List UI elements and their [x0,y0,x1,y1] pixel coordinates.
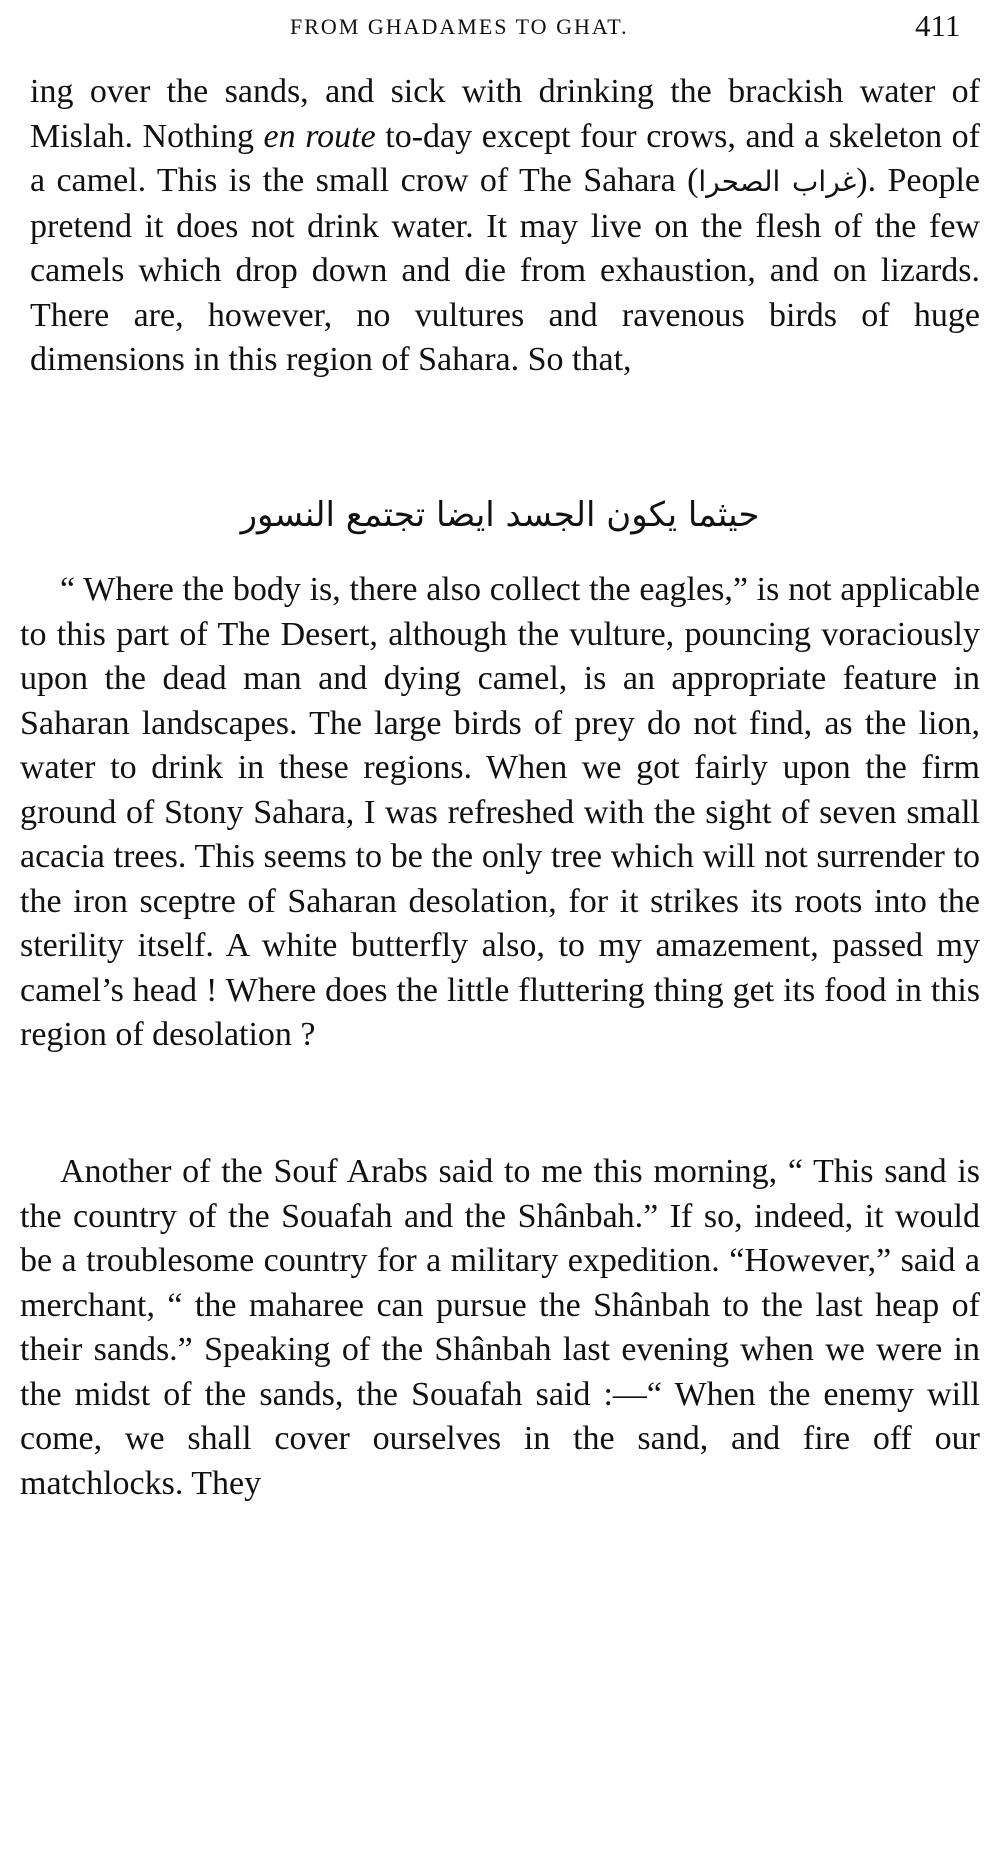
paragraph-3: Another of the Souf Arabs said to me this morning, “ This sand is the country of the Souafah and the Shânbah.” If so, indeed, it would be a troublesome country for a military expedition. “However,” said a merchant, “ the maharee can pursue the Shânbah to the last heap of their sands.” Speaking of the Shânbah last evening when we were in the midst of the sands, the Souafah said :—“ When the enemy will come, we shall cover ourselves in the sand, and fire off our matchlocks. They [20,1153,980,1502]
running-title: FROM GHADAMES TO GHAT. [290,14,629,39]
paragraph-1-text-b: to-day except four crows, and a skeleton of a camel. This is the small crow of The Sahara ( [30,117,980,199]
paragraph-1-text-a: ing over the sands, and sick with drinking the brackish water of Mislah. Nothing [30,73,980,155]
running-head [0,8,1000,48]
paragraph-2: “ Where the body is, there also collect the eagles,” is not applicable to this part of The Desert, although the vulture, pouncing voraciously upon the dead man and dying camel, is an appropriate feature in Saharan landscapes. The large birds of prey do not find, as the lion, water to drink in these regions. When we got fairly upon the firm ground of Stony Sahara, I was refreshed with the sight of seven small acacia trees. This seems to be the only tree which will not surrender to the iron sceptre of Saharan desolation, for it strikes its roots into the sterility itself. A white butterfly also, to my amazement, passed my camel’s head ! Where does the little fluttering thing get its food in this region of desolation ? [20,571,980,1053]
arabic-term: غراب الصحرا [698,165,857,198]
arabic-quotation: حيثما يكون الجسد ايضا تجتمع النسور [240,495,760,535]
paragraph-1 [30,70,980,383]
paragraph-1-text-c: ). People pretend it does not drink water. It may live on the flesh of the few camels which drop down and die from exhaustion, and on lizards. There are, however, no vultures and ravenous birds of huge dimensions in this region of Sahara. So that, [30,162,981,378]
italic-en-route: en route [263,117,376,155]
page-number: 411 [915,8,961,43]
